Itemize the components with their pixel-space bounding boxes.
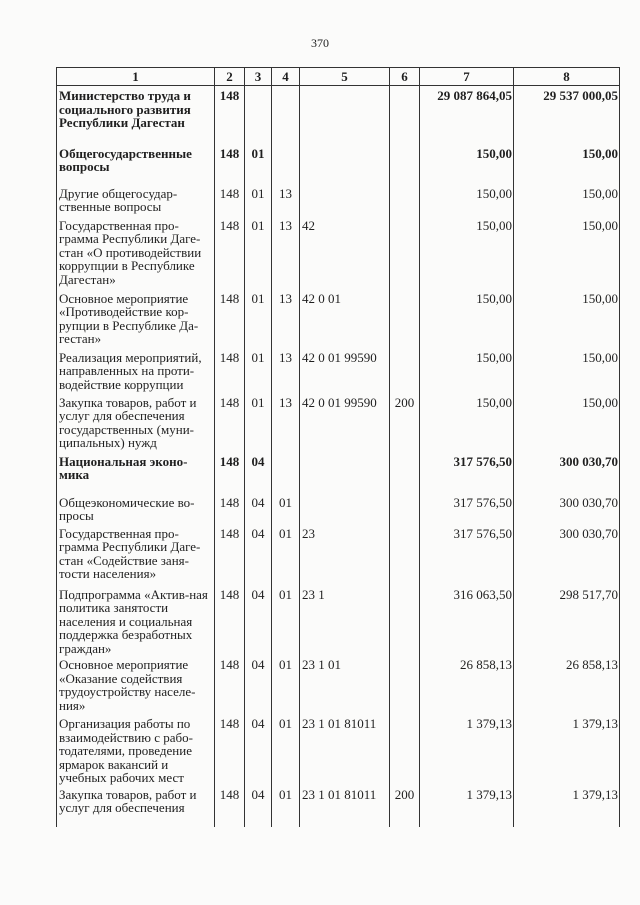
column-header: 3: [245, 68, 272, 86]
expense-type-cell: [390, 348, 420, 393]
expense-type-cell: [390, 184, 420, 216]
subsection-cell: 13: [272, 348, 300, 393]
column-header: 8: [514, 68, 620, 86]
subsection-cell: 01: [272, 585, 300, 656]
table-row: [57, 144, 620, 184]
subsection-cell: 13: [272, 289, 300, 348]
amount-year2-cell: 150,00: [514, 216, 620, 289]
table-row: [57, 714, 620, 785]
expense-type-cell: [390, 216, 420, 289]
table-row: [57, 216, 620, 289]
subsection-cell: 01: [272, 785, 300, 827]
row-name-cell: Национальная эконо-мика: [57, 452, 215, 493]
amount-year1-cell: 317 576,50: [420, 452, 514, 493]
subsection-cell: 13: [272, 393, 300, 452]
expense-type-cell: [390, 289, 420, 348]
column-header: 2: [215, 68, 245, 86]
target-article-cell: 42 0 01 99590: [300, 348, 390, 393]
section-cell: 01: [245, 184, 272, 216]
amount-year1-cell: 150,00: [420, 393, 514, 452]
subsection-cell: [272, 86, 300, 144]
column-header: 4: [272, 68, 300, 86]
gov-code-cell: 148: [215, 289, 245, 348]
row-name-cell: Министерство труда и социального развития Республики Дагестан: [57, 86, 215, 144]
table-header-row: [57, 68, 620, 86]
expense-type-cell: [390, 655, 420, 714]
row-name-cell: Реализация мероприятий, направленных на проти-водействие коррупции: [57, 348, 215, 393]
subsection-cell: 13: [272, 216, 300, 289]
amount-year1-cell: 317 576,50: [420, 493, 514, 524]
amount-year1-cell: 150,00: [420, 289, 514, 348]
subsection-cell: 01: [272, 714, 300, 785]
gov-code-cell: 148: [215, 452, 245, 493]
row-name-cell: Закупка товаров, работ и услуг для обеспечения государственных (муни-ципальных) нужд: [57, 393, 215, 452]
row-name-cell: Организация работы по взаимодействию с рабо-тодателями, проведение ярмарок вакансий и учебных рабочих мест: [57, 714, 215, 785]
gov-code-cell: 148: [215, 144, 245, 184]
gov-code-cell: 148: [215, 393, 245, 452]
amount-year1-cell: 150,00: [420, 216, 514, 289]
row-name-cell: Государственная про-грамма Республики Даге-стан «Содействие заня-тости населения»: [57, 524, 215, 585]
expense-type-cell: [390, 524, 420, 585]
section-cell: [245, 86, 272, 144]
table-row: [57, 524, 620, 585]
target-article-cell: 23 1: [300, 585, 390, 656]
table-row: [57, 452, 620, 493]
table-row: [57, 655, 620, 714]
table-row: [57, 86, 620, 144]
gov-code-cell: 148: [215, 348, 245, 393]
subsection-cell: [272, 144, 300, 184]
amount-year1-cell: 1 379,13: [420, 714, 514, 785]
gov-code-cell: 148: [215, 524, 245, 585]
expense-type-cell: [390, 452, 420, 493]
table-row: [57, 348, 620, 393]
target-article-cell: [300, 86, 390, 144]
section-cell: 04: [245, 655, 272, 714]
section-cell: 01: [245, 144, 272, 184]
target-article-cell: 23 1 01 81011: [300, 714, 390, 785]
expense-type-cell: [390, 493, 420, 524]
column-header: 7: [420, 68, 514, 86]
page-number: 370: [311, 36, 329, 50]
amount-year2-cell: 300 030,70: [514, 524, 620, 585]
amount-year1-cell: 26 858,13: [420, 655, 514, 714]
amount-year1-cell: 150,00: [420, 184, 514, 216]
target-article-cell: 42 0 01: [300, 289, 390, 348]
target-article-cell: 42: [300, 216, 390, 289]
subsection-cell: 01: [272, 655, 300, 714]
expense-type-cell: [390, 585, 420, 656]
section-cell: 01: [245, 348, 272, 393]
section-cell: 04: [245, 785, 272, 827]
target-article-cell: 23 1 01 81011: [300, 785, 390, 827]
table-row: [57, 393, 620, 452]
row-name-cell: Общегосударственные вопросы: [57, 144, 215, 184]
subsection-cell: 13: [272, 184, 300, 216]
subsection-cell: 01: [272, 524, 300, 585]
gov-code-cell: 148: [215, 785, 245, 827]
subsection-cell: [272, 452, 300, 493]
section-cell: 01: [245, 216, 272, 289]
amount-year2-cell: 150,00: [514, 289, 620, 348]
table-row: [57, 184, 620, 216]
section-cell: 04: [245, 452, 272, 493]
budget-table: [56, 67, 620, 827]
amount-year2-cell: 298 517,70: [514, 585, 620, 656]
gov-code-cell: 148: [215, 216, 245, 289]
section-cell: 01: [245, 393, 272, 452]
table-row: [57, 585, 620, 656]
amount-year2-cell: 150,00: [514, 144, 620, 184]
target-article-cell: [300, 184, 390, 216]
row-name-cell: Основное мероприятие «Противодействие кор-рупции в Республике Да-гестан»: [57, 289, 215, 348]
gov-code-cell: 148: [215, 86, 245, 144]
amount-year1-cell: 150,00: [420, 144, 514, 184]
amount-year1-cell: 316 063,50: [420, 585, 514, 656]
section-cell: 04: [245, 524, 272, 585]
row-name-cell: Государственная про-грамма Республики Даге-стан «О противодействии коррупции в Республике Дагестан»: [57, 216, 215, 289]
amount-year2-cell: 29 537 000,05: [514, 86, 620, 144]
gov-code-cell: 148: [215, 655, 245, 714]
row-name-cell: Другие общегосудар-ственные вопросы: [57, 184, 215, 216]
table-row: [57, 289, 620, 348]
amount-year2-cell: 300 030,70: [514, 493, 620, 524]
subsection-cell: 01: [272, 493, 300, 524]
section-cell: 04: [245, 585, 272, 656]
amount-year2-cell: 300 030,70: [514, 452, 620, 493]
amount-year2-cell: 150,00: [514, 348, 620, 393]
target-article-cell: [300, 144, 390, 184]
gov-code-cell: 148: [215, 714, 245, 785]
expense-type-cell: [390, 144, 420, 184]
amount-year2-cell: 1 379,13: [514, 714, 620, 785]
amount-year2-cell: 150,00: [514, 393, 620, 452]
expense-type-cell: 200: [390, 785, 420, 827]
target-article-cell: [300, 452, 390, 493]
row-name-cell: Общеэкономические во-просы: [57, 493, 215, 524]
expense-type-cell: 200: [390, 393, 420, 452]
gov-code-cell: 148: [215, 493, 245, 524]
target-article-cell: 23 1 01: [300, 655, 390, 714]
amount-year1-cell: 317 576,50: [420, 524, 514, 585]
target-article-cell: [300, 493, 390, 524]
target-article-cell: 23: [300, 524, 390, 585]
section-cell: 04: [245, 493, 272, 524]
expense-type-cell: [390, 714, 420, 785]
amount-year2-cell: 26 858,13: [514, 655, 620, 714]
row-name-cell: Основное мероприятие «Оказание содействия трудоустройству населе-ния»: [57, 655, 215, 714]
amount-year1-cell: 150,00: [420, 348, 514, 393]
target-article-cell: 42 0 01 99590: [300, 393, 390, 452]
gov-code-cell: 148: [215, 585, 245, 656]
column-header: 1: [57, 68, 215, 86]
expense-type-cell: [390, 86, 420, 144]
column-header: 5: [300, 68, 390, 86]
row-name-cell: Закупка товаров, работ и услуг для обеспечения: [57, 785, 215, 827]
section-cell: 04: [245, 714, 272, 785]
section-cell: 01: [245, 289, 272, 348]
column-header: 6: [390, 68, 420, 86]
amount-year2-cell: 1 379,13: [514, 785, 620, 827]
amount-year2-cell: 150,00: [514, 184, 620, 216]
table-row: [57, 785, 620, 827]
amount-year1-cell: 29 087 864,05: [420, 86, 514, 144]
gov-code-cell: 148: [215, 184, 245, 216]
row-name-cell: Подпрограмма «Актив-ная политика занятости населения и социальная поддержка безработных граждан»: [57, 585, 215, 656]
amount-year1-cell: 1 379,13: [420, 785, 514, 827]
table-row: [57, 493, 620, 524]
